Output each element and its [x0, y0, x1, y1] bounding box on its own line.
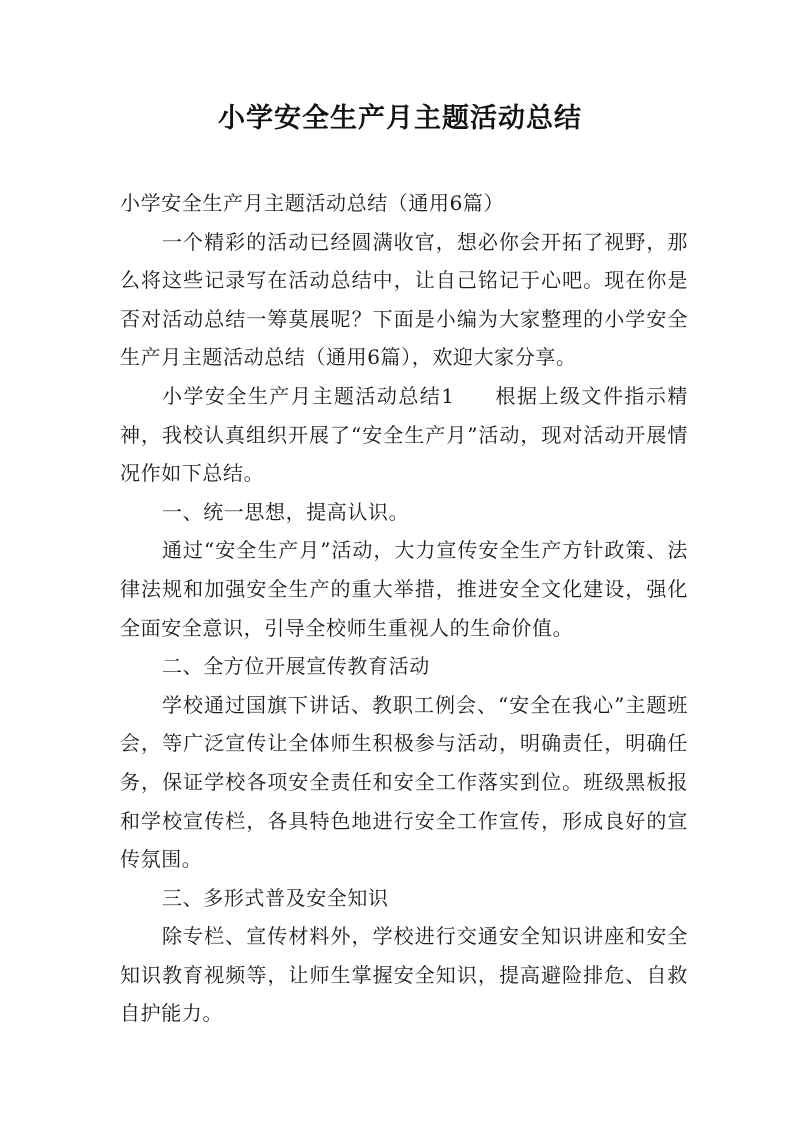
article-lead-text: 根据上级文件指示精神，我校认真组织开展了“安全生产月”活动，现对活动开展情况作如下总结。	[120, 383, 689, 486]
intro-paragraph: 一个精彩的活动已经圆满收官，想必你会开拓了视野，那么将这些记录写在活动总结中，让自己铭记于心吧。现在你是否对活动总结一筹莫展呢？下面是小编为大家整理的小学安全生产月主题活动总结（通用6篇），欢迎大家分享。	[120, 229, 688, 370]
section-3-heading: 三、多形式普及安全知识	[162, 885, 389, 910]
document-subtitle: 小学安全生产月主题活动总结（通用6篇）	[120, 191, 505, 215]
section-1-heading: 一、统一思想，提高认识。	[162, 499, 410, 524]
document-body	[120, 184, 688, 1033]
article-lead-paragraph	[120, 377, 688, 493]
section-1-paragraph: 通过“安全生产月”活动，大力宣传安全生产方针政策、法律法规和加强安全生产的重大举措，推进安全文化建设，强化全面安全意识，引导全校师生重视人的生命价值。	[120, 538, 688, 640]
section-3-paragraph: 除专栏、宣传材料外，学校进行交通安全知识讲座和安全知识教育视频等，让师生掌握安全知识，提高避险排危、自救自护能力。	[120, 924, 688, 1026]
article-heading: 小学安全生产月主题活动总结1	[162, 383, 455, 408]
page-title: 小学安全生产月主题活动总结	[218, 103, 582, 134]
section-2-paragraph: 学校通过国旗下讲话、教职工例会、“安全在我心”主题班会，等广泛宣传让全体师生积极参与活动，明确责任，明确任务，保证学校各项安全责任和安全工作落实到位。班级黑板报和学校宣传栏，各具特色地进行安全工作宣传，形成良好的宣传氛围。	[120, 692, 688, 872]
section-2-heading: 二、全方位开展宣传教育活动	[162, 654, 430, 679]
